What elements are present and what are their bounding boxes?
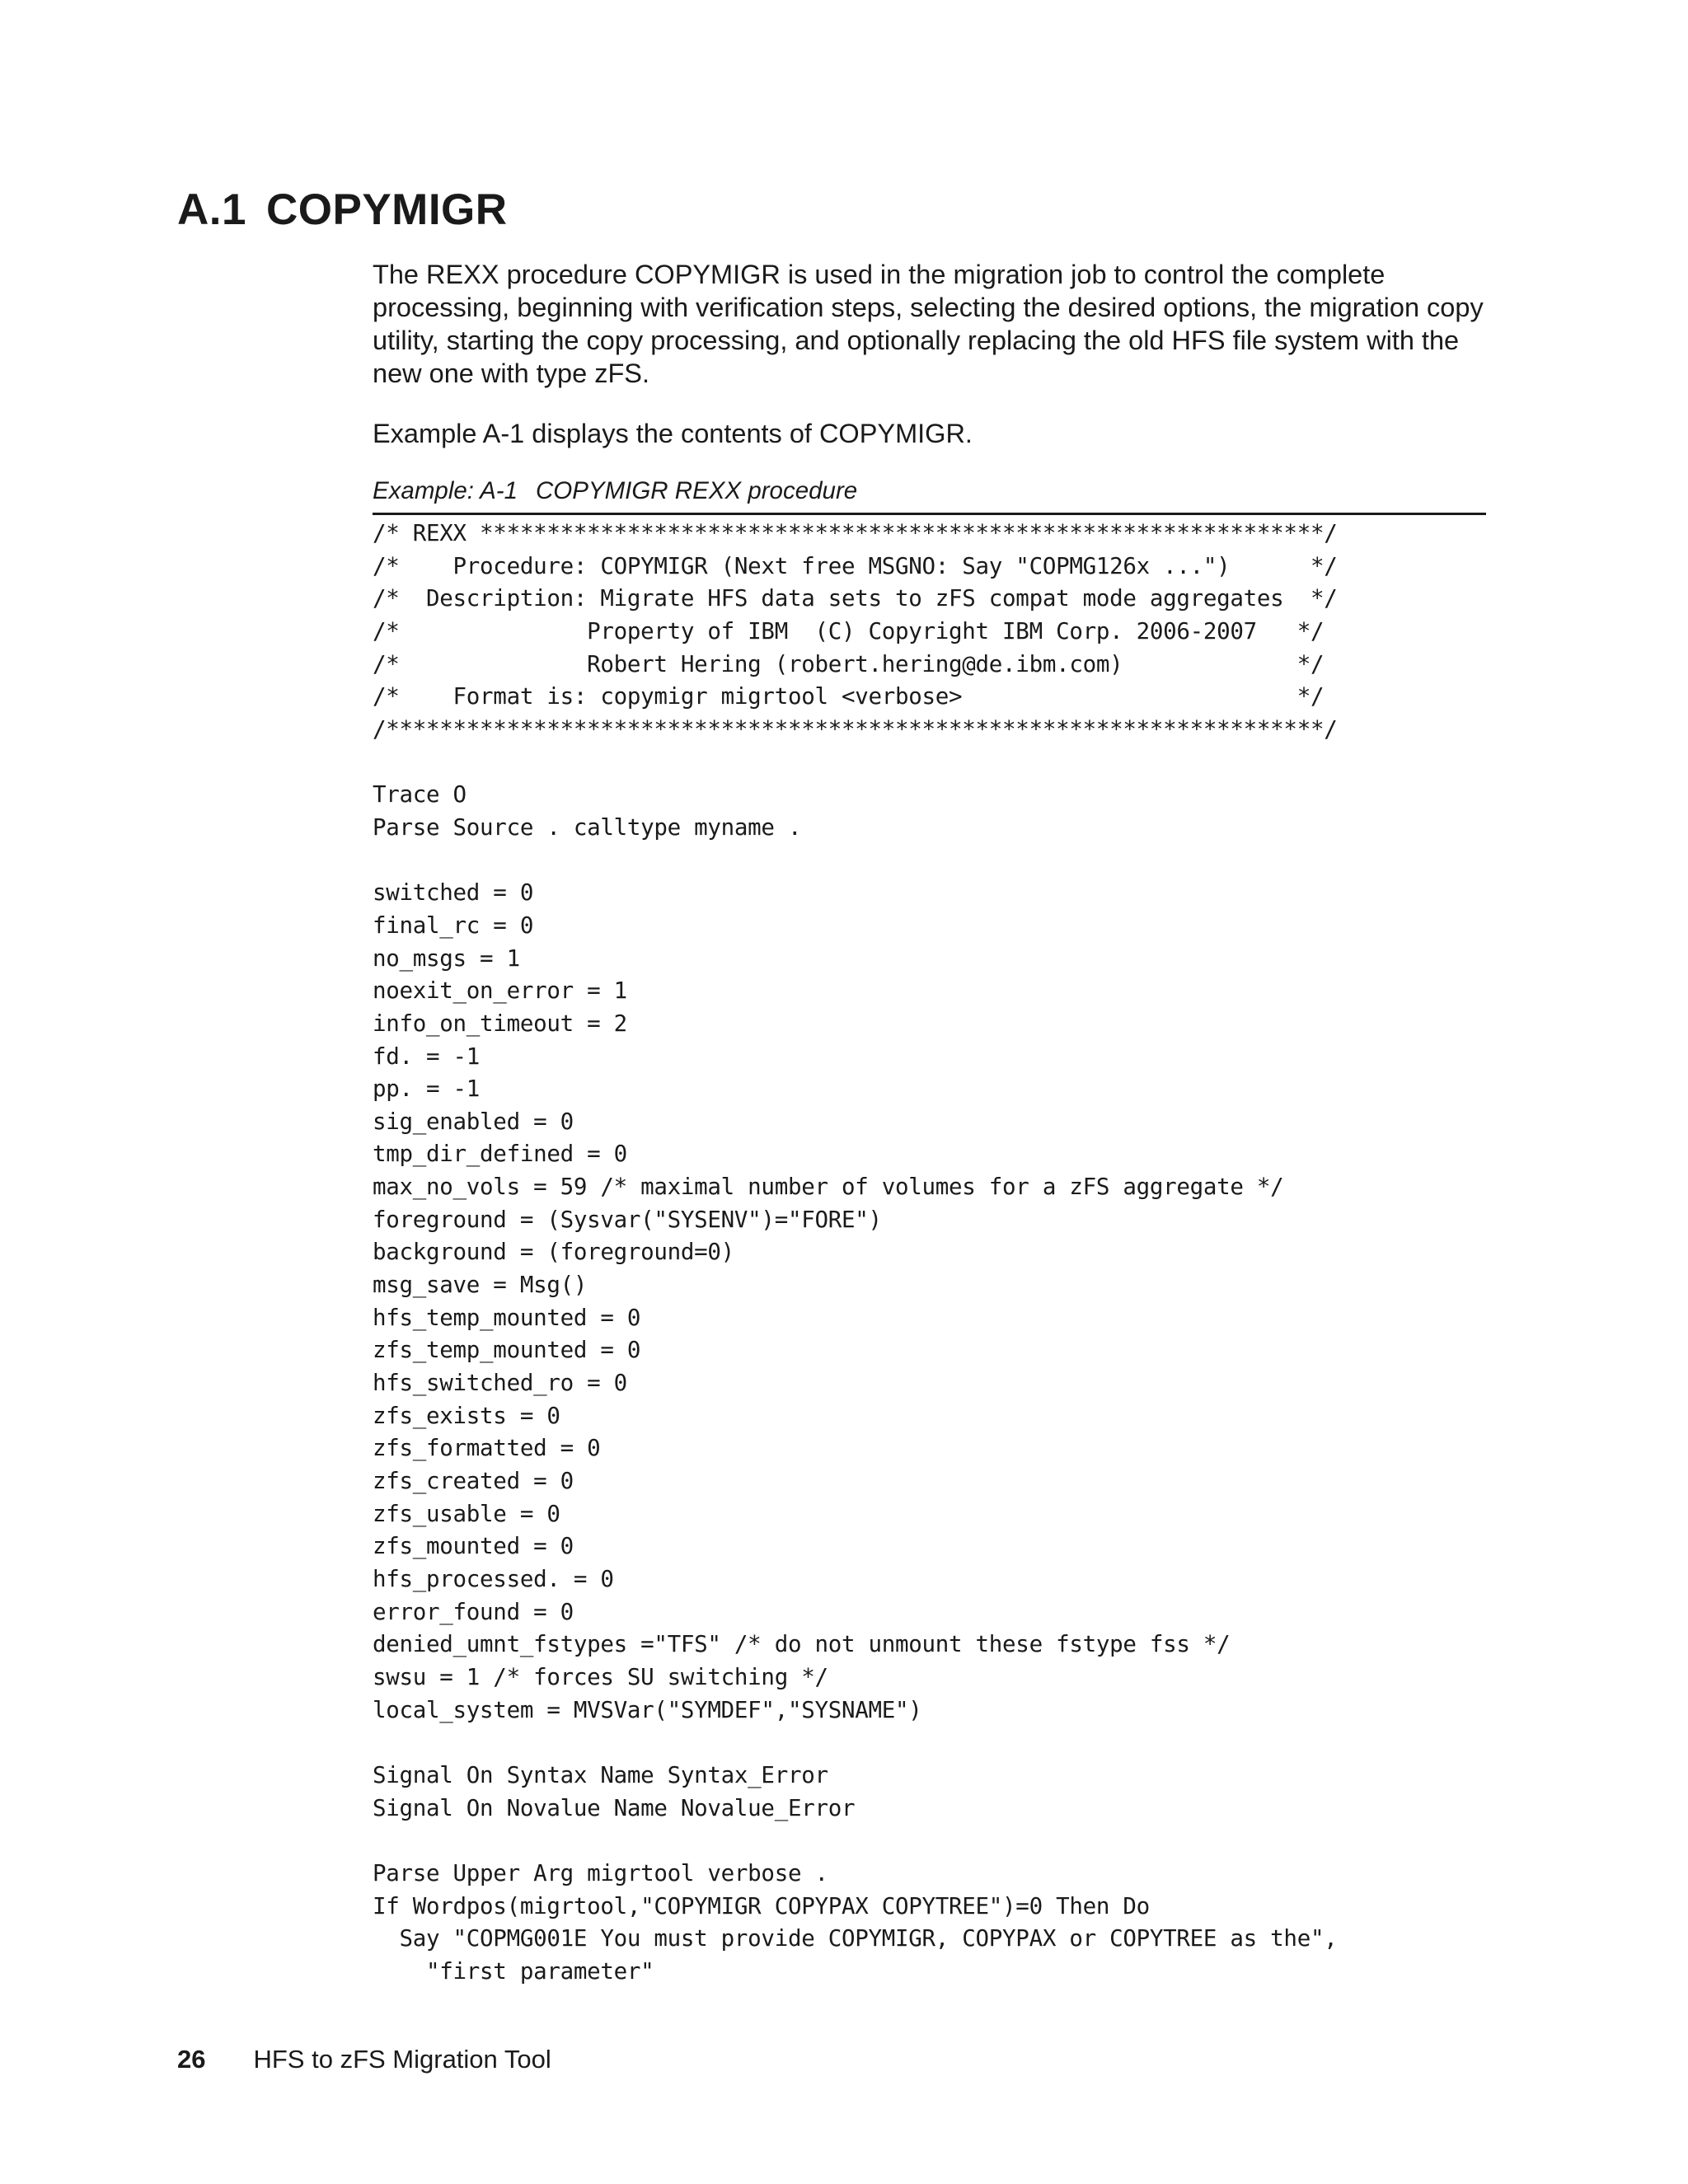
code-line: /* Robert Hering (robert.hering@de.ibm.com) */ bbox=[373, 650, 1325, 677]
code-line: /* Procedure: COPYMIGR (Next free MSGNO: Say "COPMG126x ...") */ bbox=[373, 552, 1338, 579]
code-line: /* Format is: copymigr migrtool <verbose> */ bbox=[373, 683, 1325, 710]
code-line: zfs_usable = 0 bbox=[373, 1500, 560, 1527]
code-line: zfs_mounted = 0 bbox=[373, 1533, 574, 1560]
code-line: hfs_processed. = 0 bbox=[373, 1566, 614, 1592]
code-line: switched = 0 bbox=[373, 879, 534, 907]
section-number: A.1 bbox=[177, 185, 246, 234]
code-line: zfs_formatted = 0 bbox=[373, 1435, 601, 1462]
caption-rule bbox=[373, 513, 1486, 515]
code-line: hfs_switched_ro = 0 bbox=[373, 1370, 627, 1397]
code-line: "first parameter" bbox=[373, 1957, 654, 1985]
code-line: /* Description: Migrate HFS data sets to zFS compat mode aggregates */ bbox=[373, 585, 1338, 612]
code-line: noexit_on_error = 1 bbox=[373, 977, 627, 1005]
code-line: denied_umnt_fstypes ="TFS" /* do not unmount these fstype fss */ bbox=[373, 1631, 1231, 1658]
code-line bbox=[373, 1825, 1337, 1858]
code-line: sig_enabled = 0 bbox=[373, 1108, 574, 1135]
code-line: fd. = -1 bbox=[373, 1043, 481, 1070]
page-footer bbox=[177, 2043, 551, 2076]
code-line: Say "COPMG001E You must provide COPYMIGR, COPYPAX or COPYTREE as the", bbox=[373, 1925, 1338, 1952]
page-number: 26 bbox=[177, 2045, 206, 2074]
example-reference-paragraph: Example A-1 displays the contents of COPYMIGR. bbox=[373, 419, 973, 448]
example-caption-label: Example: A-1 bbox=[373, 477, 518, 504]
code-line: Signal On Novalue Name Novalue_Error bbox=[373, 1794, 856, 1821]
code-line: error_found = 0 bbox=[373, 1598, 574, 1625]
code-line: final_rc = 0 bbox=[373, 912, 534, 939]
code-line: Parse Upper Arg migrtool verbose . bbox=[373, 1859, 828, 1886]
code-line bbox=[373, 845, 1337, 878]
code-line: max_no_vols = 59 /* maximal number of volumes for a zFS aggregate */ bbox=[373, 1174, 1284, 1201]
example-caption-title: COPYMIGR REXX procedure bbox=[535, 477, 858, 504]
code-line: zfs_exists = 0 bbox=[373, 1402, 560, 1429]
code-line: hfs_temp_mounted = 0 bbox=[373, 1304, 641, 1331]
code-line: msg_save = Msg() bbox=[373, 1272, 588, 1299]
section-title: COPYMIGR bbox=[265, 185, 508, 234]
code-line: no_msgs = 1 bbox=[373, 944, 520, 972]
code-line: foreground = (Sysvar("SYSENV")="FORE") bbox=[373, 1206, 882, 1233]
code-line: /**********************************************************************/ bbox=[373, 715, 1338, 743]
code-line: background = (foreground=0) bbox=[373, 1239, 734, 1266]
code-line: swsu = 1 /* forces SU switching */ bbox=[373, 1663, 828, 1690]
code-line: /* REXX ***************************************************************/ bbox=[373, 520, 1338, 546]
code-line: tmp_dir_defined = 0 bbox=[373, 1141, 627, 1168]
code-listing bbox=[373, 518, 1337, 1989]
code-line: zfs_created = 0 bbox=[373, 1468, 574, 1495]
code-line: pp. = -1 bbox=[373, 1076, 481, 1103]
code-line bbox=[373, 747, 1337, 780]
footer-book-title: HFS to zFS Migration Tool bbox=[253, 2045, 551, 2074]
code-line: /* Property of IBM (C) Copyright IBM Corp. 2006-2007 */ bbox=[373, 617, 1325, 644]
code-line: info_on_timeout = 2 bbox=[373, 1010, 627, 1037]
intro-paragraph: The REXX procedure COPYMIGR is used in the migration job to control the complete processing, beginning with verification steps, selecting the desired options, the migration copy utility, starting the copy processing, and optionally replacing the old HFS file system with the new one with type zFS. bbox=[373, 260, 1484, 388]
code-line: Parse Source . calltype myname . bbox=[373, 813, 802, 841]
code-line bbox=[373, 1727, 1337, 1760]
code-line: local_system = MVSVar("SYMDEF","SYSNAME") bbox=[373, 1696, 922, 1723]
example-caption bbox=[373, 476, 857, 506]
section-heading bbox=[177, 183, 508, 237]
code-line: zfs_temp_mounted = 0 bbox=[373, 1337, 641, 1364]
code-line: Signal On Syntax Name Syntax_Error bbox=[373, 1761, 828, 1788]
code-line: Trace O bbox=[373, 781, 467, 808]
code-line: If Wordpos(migrtool,"COPYMIGR COPYPAX COPYTREE")=0 Then Do bbox=[373, 1892, 1150, 1919]
